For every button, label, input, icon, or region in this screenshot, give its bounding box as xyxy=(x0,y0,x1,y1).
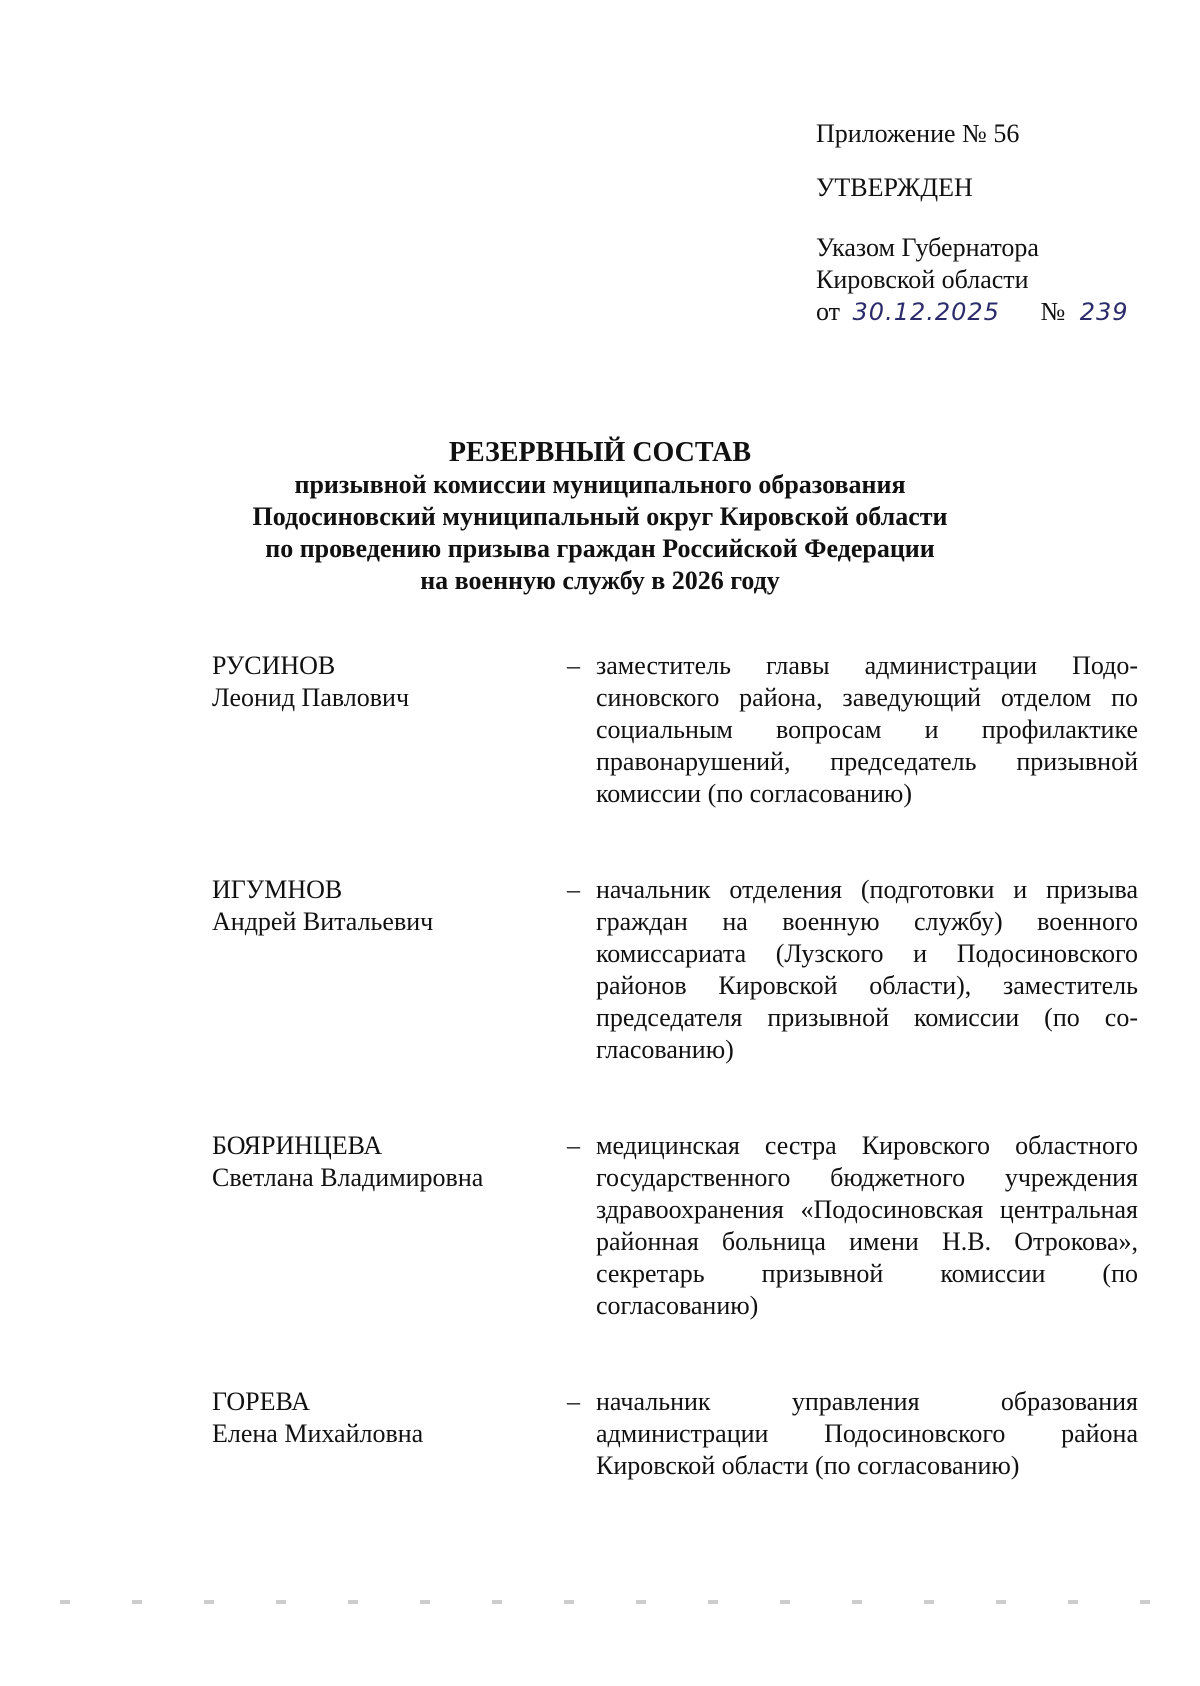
member-name xyxy=(212,874,542,938)
dash-separator: – xyxy=(567,1131,580,1160)
title-line-4: на военную службу в 2026 году xyxy=(420,566,780,595)
member-name xyxy=(212,1130,542,1194)
member-given-names: Леонид Павлович xyxy=(212,683,410,712)
decree-line-2: Кировской области xyxy=(816,265,1029,294)
members-list xyxy=(212,650,1138,1482)
member-entry xyxy=(212,650,1138,810)
member-surname: ГОРЕВА xyxy=(212,1387,310,1416)
from-label: от xyxy=(816,297,841,326)
member-entry xyxy=(212,1130,1138,1322)
dash-separator: – xyxy=(567,875,580,904)
dash-separator: – xyxy=(567,651,580,680)
dash-separator: – xyxy=(567,1387,580,1416)
member-entry xyxy=(212,1386,1138,1482)
member-entry xyxy=(212,874,1138,1066)
appendix-number: Приложение № 56 xyxy=(816,119,1020,148)
title-line-2: Подосиновский муниципальный округ Кировской области xyxy=(252,502,948,531)
member-given-names: Андрей Витальевич xyxy=(212,907,434,936)
handwritten-number: 239 xyxy=(1079,298,1129,326)
document-title xyxy=(150,437,1050,597)
member-surname: ИГУМНОВ xyxy=(212,875,343,904)
member-role: начальник отделения (подготовки и призыва граждан на военную службу) военного комиссариата (Лузского и Подосиновского районов Кировской области), заместитель председателя призывной комиссии (по согласованию) xyxy=(596,875,1138,1064)
member-surname: РУСИНОВ xyxy=(212,651,336,680)
member-role: начальник управления образования администрации Подосиновского района Кировской области (по согласованию) xyxy=(596,1387,1138,1480)
member-surname: БОЯРИНЦЕВА xyxy=(212,1131,383,1160)
scan-artifact-line xyxy=(60,1600,1160,1604)
member-name xyxy=(212,650,542,714)
member-role: заместитель главы администрации Подосиновского района, заведующий отделом по социальным вопросам и профилактике правонарушений, председатель призывной комиссии (по согласованию) xyxy=(596,651,1138,808)
approved-stamp-text: УТВЕРЖДЕН xyxy=(816,173,973,202)
decree-date-number xyxy=(816,296,1129,328)
member-role: медицинская сестра Кировского областного государственного бюджетного учреждения здравоохранения «Подосиновская центральная районная больница имени Н.В. Отрокова», секретарь призывной комиссии (по согласованию) xyxy=(596,1131,1138,1320)
handwritten-date: 30.12.2025 xyxy=(852,298,1000,326)
number-label: № xyxy=(1040,297,1066,326)
approval-block xyxy=(816,118,1129,328)
member-given-names: Елена Михайловна xyxy=(212,1419,424,1448)
member-name xyxy=(212,1386,542,1450)
title-line-1: призывной комиссии муниципального образования xyxy=(294,470,906,499)
title-line-3: по проведению призыва граждан Российской Федерации xyxy=(265,534,935,563)
title-main: РЕЗЕРВНЫЙ СОСТАВ xyxy=(448,437,752,468)
decree-line-1: Указом Губернатора xyxy=(816,233,1039,262)
member-given-names: Светлана Владимировна xyxy=(212,1163,484,1192)
